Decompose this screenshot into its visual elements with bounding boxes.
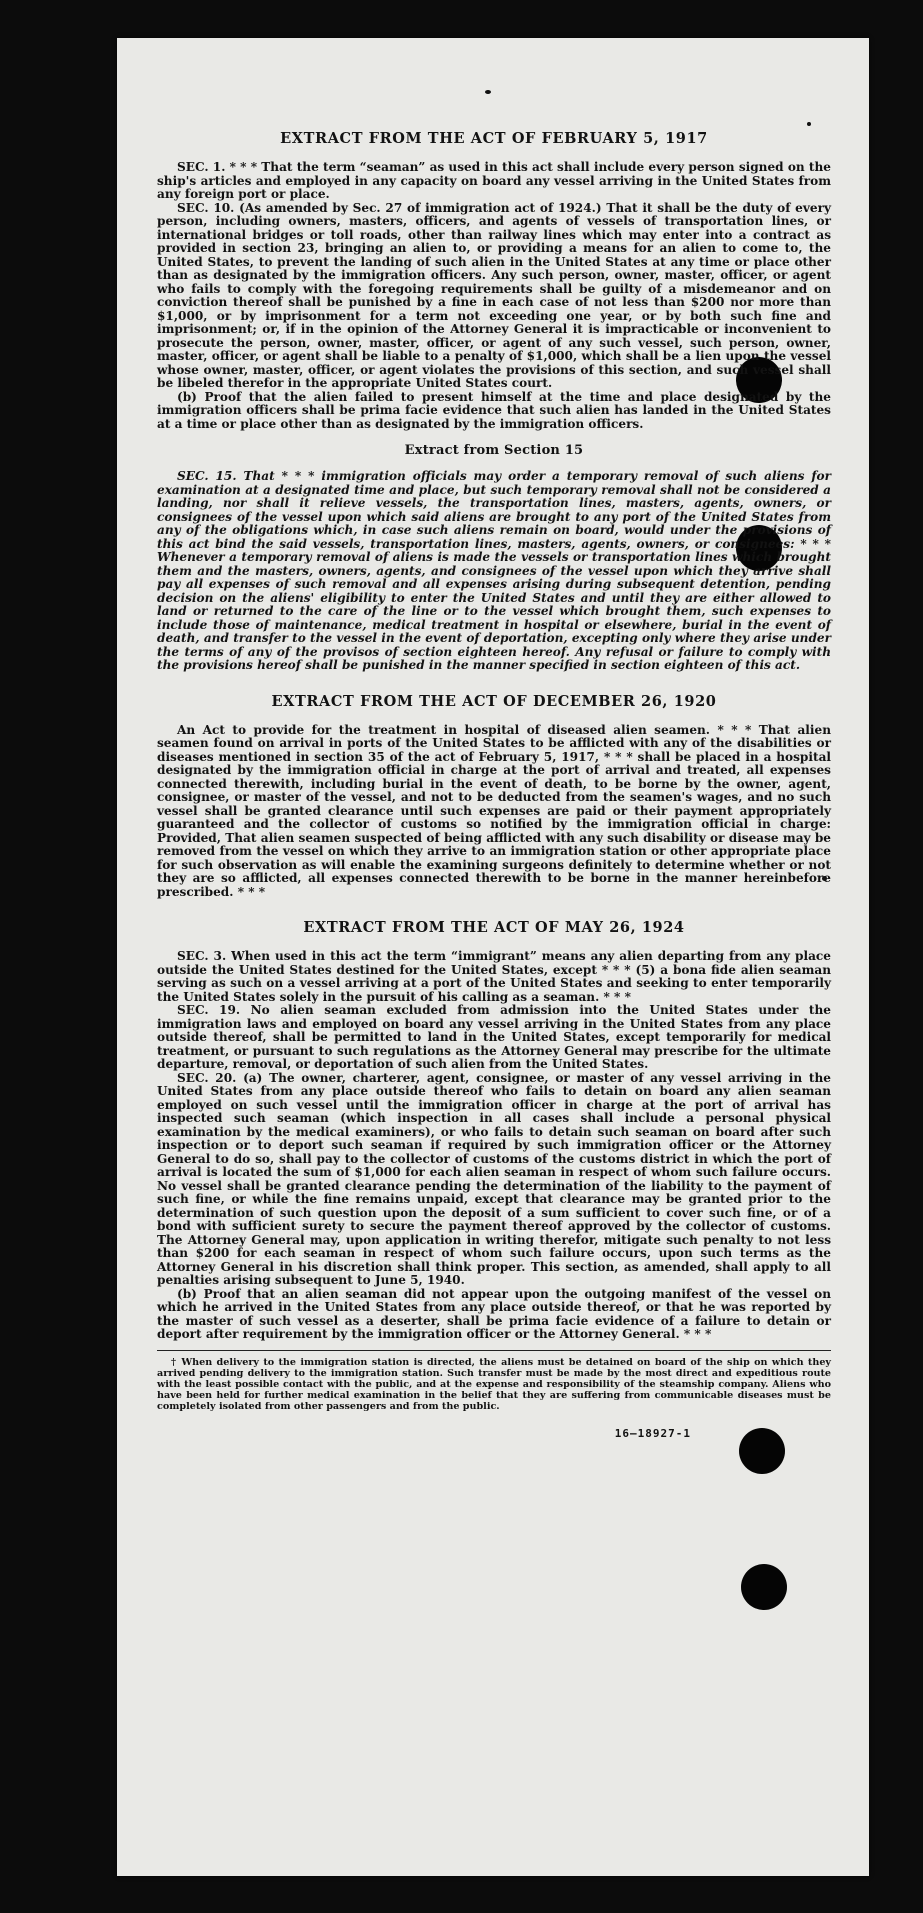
paragraph-act-1920: An Act to provide for the treatment in hospital of diseased alien seamen. * * * That alien seamen found on arrival in ports of the United States to be afflicted with any of the disabilities or diseases mentioned in section 35 of the act of February 5, 1917, * * * shall be placed in a hospital designated by the immigration official in charge at the port of arrival and treated, all expenses connected therewith, including burial in the event of death, to be borne by the owner, agent, consignee, or master of the vessel, and not to be deducted from the seamen's wages, and no such vessel shall be granted clearance until such expenses are paid or their payment appropriately guaranteed and the collector of customs so notified by the immigration official in charge: Provided, That alien seamen suspected of being afflicted with any such disability or disease may be removed from the vessel on which they arrive to an immigration station or other appropriate place for such observation as will enable the examining surgeons definitely to determine whether or not they are so afflicted, all expenses connected therewith to be borne in the manner hereinbefore prescribed. * * * — [157, 722, 831, 899]
heading-act-1920: EXTRACT FROM THE ACT OF DECEMBER 26, 1920 — [271, 692, 717, 710]
heading-act-1917: EXTRACT FROM THE ACT OF FEBRUARY 5, 1917 — [280, 130, 708, 147]
paragraph-sec-20-b: (b) Proof that an alien seaman did not appear upon the outgoing manifest of the vessel on which he arrived in the United States from any place outside thereof, or that he was reported by the master of such vessel as a deserter, shall be prima facie evidence of a failure to detain or deport after requirement by the immigration officer or the Attorney General. * * * — [157, 1286, 831, 1341]
paragraph-sec-10-b: (b) Proof that the alien failed to present himself at the time and place designated by the immigration officers shall be prima facie evidence that such alien has landed in the United States at a time or place other than as designated by the immigration officers. — [157, 389, 831, 431]
ink-speck — [807, 122, 811, 126]
document-number: 16—18927-1 — [614, 1426, 691, 1440]
paragraph-sec-1: SEC. 1. * * * That the term “seaman” as used in this act shall include every person signed on the ship's articles and employed in any capacity on board any vessel arriving in the United States from any foreign port or place. — [157, 160, 831, 201]
paragraph-sec-10: SEC. 10. (As amended by Sec. 27 of immigration act of 1924.) That it shall be the duty of every person, including owners, masters, officers, and agents of vessels of transportation lines, or international bridges or toll roads, other than railway lines which may enter into a contract as provided in section 23, bringing an alien to, or providing a means for an alien to come to, the United States, to prevent the landing of such alien in the United States at any time or place other than as designated by the immigration officers. Any such person, owner, master, officer, or agent who fails to comply with the foregoing requirements shall be guilty of a misdemeanor and on conviction thereof shall be punished by a fine in each case of not less than $200 nor more than $1,000, or by imprisonment for a term not exceeding one year, or by both such fine and imprisonment; or, if in the opinion of the Attorney General it is impracticable or inconvenient to prosecute the person, owner, master, officer, or agent of any such vessel, such person, owner, master, officer, or agent shall be liable to a penalty of $1,000, which shall be a lien upon the vessel whose owner, master, officer, or agent violates the provisions of this section, and such vessel shall be libeled therefor in the appropriate United States court. — [157, 200, 831, 390]
footnote — [157, 1350, 831, 1413]
ink-speck — [485, 90, 491, 94]
punch-hole — [741, 1564, 787, 1610]
document-page — [117, 38, 869, 1876]
heading-section-15: Extract from Section 15 — [404, 443, 584, 458]
footnote-text: † When delivery to the immigration station is directed, the aliens must be detained on board of the ship on which they arrived pending delivery to the immigration station. Such transfer must be made by the most direct and expeditious route with the least possible contact with the public, and at the expense and responsibility of the steamship company. Aliens who have been held for further medical examination in the belief that they are suffering from communicable diseases must be completely isolated from other passengers and from the public. — [157, 1356, 831, 1413]
document-body — [157, 130, 831, 1440]
paragraph-sec-15: SEC. 15. That * * * immigration officials may order a temporary removal of such aliens for examination at a designated time and place, but such temporary removal shall not be considered a landing, nor shall it relieve vessels, the transportation lines, masters, agents, owners, or consignees of the vessel upon which said aliens are brought to any port of the United States from any of the obligations which, in case such aliens remain on board, would under the provisions of this act bind the said vessels, transportation lines, masters, agents, owners, or consignees: * * * Whenever a temporary removal of aliens is made the vessels or transportation lines which brought them and the masters, owners, agents, and consignees of the vessel upon which they arrive shall pay all expenses of such removal and all expenses arising during subsequent detention, pending decision on the aliens' eligibility to enter the United States and until they are either allowed to land or returned to the care of the line or to the vessel which brought them, such expenses to include those of maintenance, medical treatment in hospital or elsewhere, burial in the event of death, and transfer to the vessel in the event of deportation, excepting only where they arise under the terms of any of the provisos of section eighteen hereof. Any refusal or failure to comply with the provisions hereof shall be punished in the manner specified in section eighteen of this act. — [157, 469, 831, 672]
paragraph-sec-3: SEC. 3. When used in this act the term “immigrant” means any alien departing from any place outside the United States destined for the United States, except * * * (5) a bona fide alien seaman serving as such on a vessel arriving at a port of the United States and seeking to enter temporarily the United States solely in the pursuit of his calling as a seaman. * * * — [157, 949, 831, 1004]
heading-act-1924: EXTRACT FROM THE ACT OF MAY 26, 1924 — [303, 919, 685, 936]
paragraph-sec-20: SEC. 20. (a) The owner, charterer, agent, consignee, or master of any vessel arriving in the United States from any place outside thereof who fails to detain on board any alien seaman employed on such vessel until the immigration officer in charge at the port of arrival has inspected such seaman (which inspection in all cases shall include a personal physical examination by the medical examiners), or who fails to detain such seaman on board after such inspection or to deport such seaman if required by such immigration officer or the Attorney General to do so, shall pay to the collector of customs of the customs district in which the port of arrival is located the sum of $1,000 for each alien seaman in respect of whom such failure occurs. No vessel shall be granted clearance pending the determination of the liability to the payment of such fine, or while the fine remains unpaid, except that clearance may be granted prior to the determination of such question upon the deposit of a sum sufficient to cover such fine, or of a bond with sufficient surety to secure the payment thereof approved by the collector of customs. The Attorney General may, upon application in writing therefor, mitigate such penalty to not less than $200 for each seaman in respect of whom such failure occurs, upon such terms as the Attorney General in his discretion shall think proper. This section, as amended, shall apply to all penalties arising subsequent to June 5, 1940. — [157, 1070, 831, 1287]
paragraph-sec-19: SEC. 19. No alien seaman excluded from admission into the United States under the immigration laws and employed on board any vessel arriving in the United States from any place outside thereof, shall be permitted to land in the United States, except temporarily for medical treatment, or pursuant to such regulations as the Attorney General may prescribe for the ultimate departure, removal, or deportation of such alien from the United States. — [157, 1003, 831, 1071]
